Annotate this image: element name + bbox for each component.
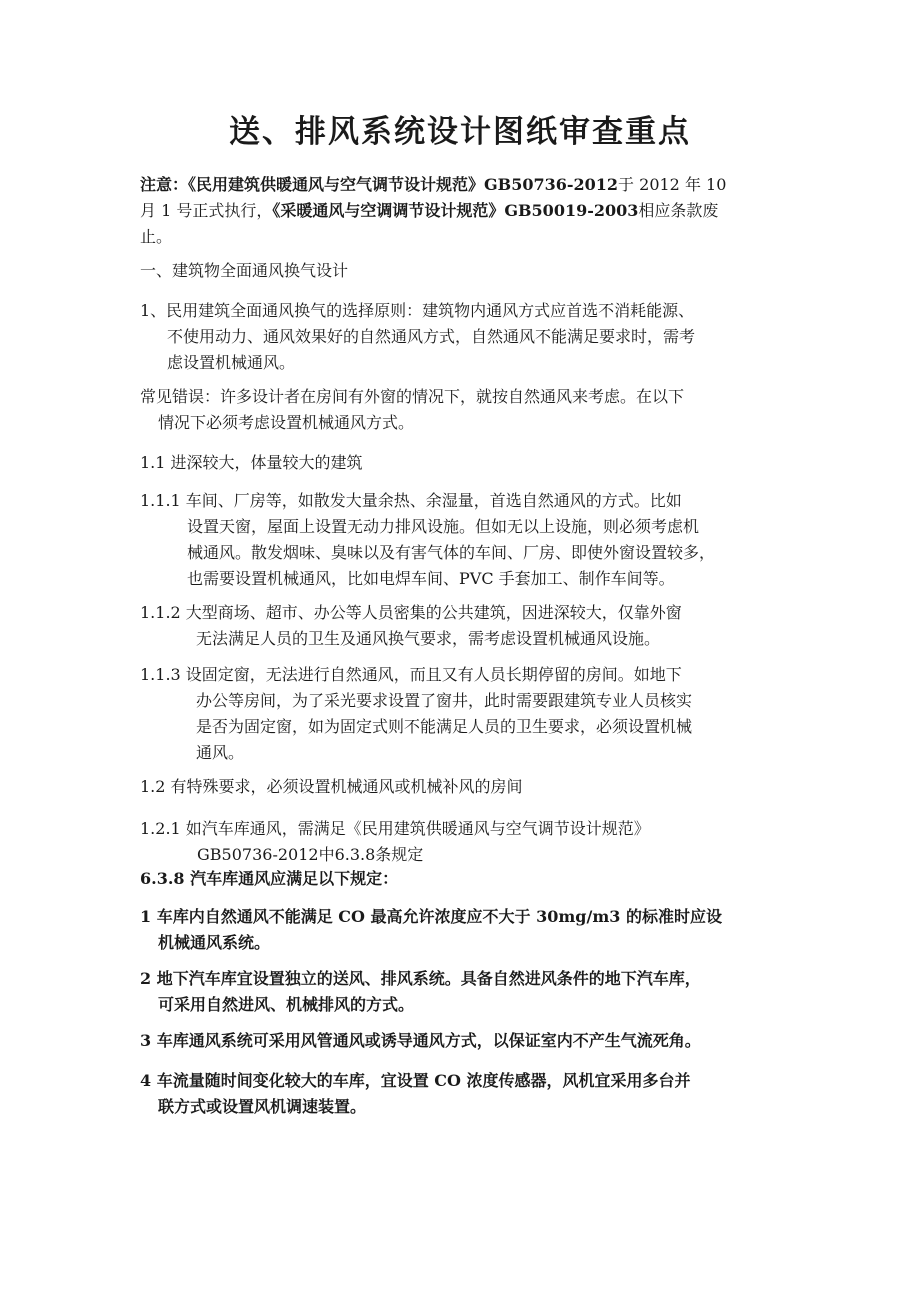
- note-text-1: 于 2012 年 10: [618, 175, 727, 194]
- paragraph-1: 1、民用建筑全面通风换气的选择原则：建筑物内通风方式应首选不消耗能源、 不使用动力、通风效果好的自然通风方式，自然通风不能满足要求时，需考 虑设置机械通风。: [140, 301, 696, 372]
- paragraph-1-1-2: 1.1.2 大型商场、超市、办公等人员密集的公共建筑，因进深较大，仅靠外窗 无法满足人员的卫生及通风换气要求，需考虑设置机械通风设施。: [140, 603, 682, 648]
- note-text-3: 相应条款废: [638, 201, 719, 220]
- note-ref-2: 《采暖通风与空调调节设计规范》GB50019-2003: [272, 201, 639, 220]
- note-paragraph: [140, 172, 788, 250]
- note-ref-1: 《民用建筑供暖通风与空气调节设计规范》GB50736-2012: [188, 175, 619, 194]
- section-1-heading: 一、建筑物全面通风换气设计: [140, 261, 349, 280]
- common-error-paragraph: 常见错误：许多设计者在房间有外窗的情况下，就按自然通风来考虑。在以下 情况下必须考虑设置机械通风方式。: [140, 387, 685, 432]
- subheading-1-2: 1.2 有特殊要求，必须设置机械通风或机械补风的房间: [140, 777, 523, 796]
- note-text-2: 月 1 号正式执行，: [140, 201, 273, 220]
- note-label: 注意：: [140, 175, 189, 194]
- paragraph-1-1-1: 1.1.1 车间、厂房等，如散发大量余热、余湿量，首选自然通风的方式。比如 设置天窗，屋面上设置无动力排风设施。但如无以上设施，则必须考虑机 械通风。散发烟味、臭味以及有害气体的车间、厂房、即使外窗设置较多， 也需要设置机械通风，比如电焊车间、PVC 手套加工、制作车间等。: [140, 491, 716, 588]
- rule-4: 4 车流量随时间变化较大的车库，宜设置 CO 浓度传感器，风机宜采用多台并 联方式或设置风机调速装置。: [140, 1071, 691, 1116]
- rule-1: 1 车库内自然通风不能满足 CO 最高允许浓度应不大于 30mg/m3 的标准时应设 机械通风系统。: [140, 907, 722, 952]
- subheading-1-1: 1.1 进深较大，体量较大的建筑: [140, 453, 363, 472]
- rule-3: 3 车库通风系统可采用风管通风或诱导通风方式，以保证室内不产生气流死角。: [140, 1031, 701, 1050]
- page-title: 送、排风系统设计图纸审查重点: [229, 114, 691, 150]
- paragraph-1-2-1: 1.2.1 如汽车库通风，需满足《民用建筑供暖通风与空气调节设计规范》 GB50736-2012中6.3.8条规定: [140, 819, 650, 864]
- paragraph-1-1-3: 1.1.3 设固定窗，无法进行自然通风，而且又有人员长期停留的房间。如地下 办公等房间，为了采光要求设置了窗井，此时需要跟建筑专业人员核实 是否为固定窗，如为固定式则不能满足人员的卫生要求，必须设置机械 通风。: [140, 665, 693, 762]
- note-text-4: 止。: [140, 227, 173, 246]
- clause-6-3-8-heading: 6.3.8 汽车库通风应满足以下规定：: [140, 869, 399, 888]
- rule-2: 2 地下汽车库宜设置独立的送风、排风系统。具备自然进风条件的地下汽车库， 可采用自然进风、机械排风的方式。: [140, 969, 701, 1014]
